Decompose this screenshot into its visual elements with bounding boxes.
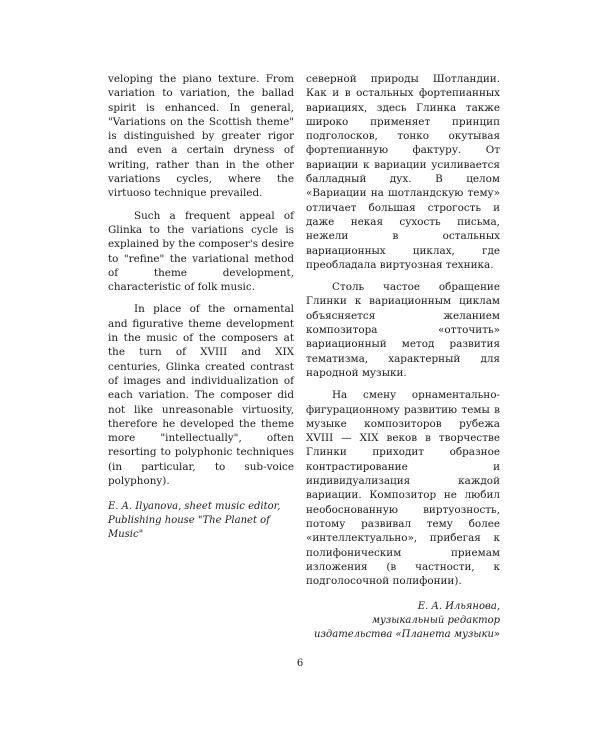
english-signature [108, 500, 294, 542]
russian-signature-line-2: музыкальный редактор [371, 615, 500, 627]
english-column [108, 72, 294, 542]
english-paragraph-1: veloping the piano texture. From variation to variation, the ballad spirit is enhanced. In general, "Variations on the Scottish theme" is distinguished by greater rigor and even a certain dryness of writing, rather than in the other variations cycles, where the virtuoso technique prevailed. [108, 73, 294, 200]
russian-paragraph-2: Столь частое обращение Глинки к вариационным циклам объясняется желанием композитора «отточить» вариационный метод развития тематизма, характерный для народной музыки. [306, 281, 500, 379]
english-signature-line-2: Publishing house "The Planet of Music" [108, 515, 270, 541]
russian-signature [306, 600, 500, 642]
russian-paragraph-3: На смену орнаментально-фигурационному развитию темы в музыке композиторов рубежа XVIII — XIX веков в творчестве Глинки приходит образное контрастирование и индивидуализация каждой вариации. Композитор не любил необоснованную виртуозность, потому развивал тему более «интеллектуально», прибегая к полифоническим приемам изложения (в частности, к подголосочной полифонии). [306, 389, 500, 588]
english-paragraph-2: Such a frequent appeal of Glinka to the variations cycle is explained by the composer's desire to "refine" the variational method of theme development, characteristic of folk music. [108, 209, 294, 294]
page-number: 6 [296, 658, 304, 669]
russian-signature-line-3: издательства «Планета музыки» [314, 629, 500, 641]
english-paragraph-3: In place of the ornamental and figurative theme development in the music of the composers at the turn of XVIII and XIX centuries, Glinka created contrast of images and individualization of each variation. The composer did not like unreasonable virtuosity, therefore he developed the theme more "intellectually", often resorting to polyphonic techniques (in particular, to sub-voice polyphony). [108, 303, 294, 488]
russian-signature-line-1: Е. А. Ильянова, [417, 601, 500, 613]
english-signature-line-1: E. A. Ilyanova, sheet music editor, [108, 501, 281, 513]
russian-column [306, 72, 500, 642]
russian-paragraph-1: северной природы Шотландии. Как и в остальных фортепианных вариациях, здесь Глинка также широко применяет принцип подголосков, тонко окутывая фортепианную фактуру. От вариации к вариации усиливается балладный дух. В целом «Вариации на шотландскую тему» отличает большая строгость и даже некая сухость письма, нежели в остальных вариационных циклах, где преобладала виртуозная техника. [306, 73, 500, 271]
